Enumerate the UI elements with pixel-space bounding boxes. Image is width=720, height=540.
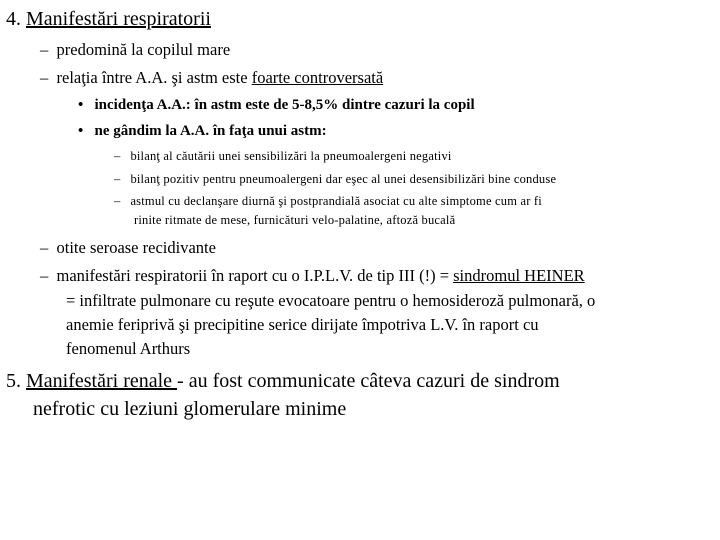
- underlined-phrase: foarte controversată: [251, 68, 384, 87]
- list-item: [40, 40, 230, 60]
- dash-marker: –: [114, 149, 121, 163]
- section-4-number: 4.: [6, 8, 21, 30]
- section-5-continuation: nefrotic cu leziuni glomerulare minime: [33, 398, 347, 420]
- section-4-title: Manifestări respiratorii: [26, 8, 211, 30]
- sub-list-item-continuation: rinite ritmate de mese, furnicături velo-palatine, aftoză bucală: [134, 213, 456, 227]
- sub-list-item: [114, 172, 556, 187]
- list-item-text: relaţia între A.A. şi astm este: [56, 68, 252, 87]
- list-item-continuation: anemie ferіprivă şi precipitine serice dirijate împotriva L.V. în raport cu: [66, 315, 539, 334]
- dash-marker: –: [40, 266, 49, 285]
- bullet-item: [78, 97, 475, 114]
- section-5-number: 5.: [6, 370, 21, 392]
- list-item-text: manifestări respiratorii în raport cu o I.P.L.V. de tip III (!) =: [56, 266, 454, 285]
- section-5-text: - au fost communicate câteva cazuri de sindrom: [177, 370, 560, 392]
- dash-marker: –: [40, 68, 49, 87]
- section-4-heading: [6, 8, 211, 31]
- bullet-marker: •: [78, 123, 84, 139]
- dash-marker: –: [114, 172, 121, 186]
- dash-marker: –: [40, 40, 49, 59]
- sub-list-item-text: bilanţ pozitiv pentru pneumoalergeni dar eşec al unei desensibilizări bine conduse: [130, 172, 557, 186]
- sub-list-item: [114, 194, 542, 209]
- dash-marker: –: [114, 194, 121, 208]
- list-item-text: predomină la copilul mare: [56, 40, 231, 59]
- list-item-continuation: = infiltrate pulmonare cu reşute evocatoare pentru o hemosideroză pulmonară, o: [66, 291, 596, 310]
- list-item: [40, 238, 216, 258]
- list-item: [40, 68, 383, 88]
- bullet-item-text: ne gândim la A.A. în faţa unui astm:: [94, 123, 327, 139]
- section-5-title: Manifestări renale: [26, 370, 178, 392]
- sub-list-item-text: astmul cu declanşare diurnă şi postprandială asociat cu alte simptome cum ar fi: [130, 194, 542, 208]
- list-item-continuation: fenomenul Arthurs: [66, 339, 191, 358]
- sub-list-item: [114, 149, 452, 164]
- list-item: [40, 266, 585, 286]
- bullet-item-text: incidenţa A.A.: în astm este de 5-8,5% dintre cazuri la copil: [94, 97, 475, 113]
- bullet-marker: •: [78, 97, 84, 113]
- underlined-phrase: sindromul HEINER: [453, 266, 585, 285]
- list-item-text: otite seroase recidivante: [56, 238, 216, 257]
- dash-marker: –: [40, 238, 49, 257]
- sub-list-item-text: bilanţ al căutării unei sensibilizări la pneumoalergeni negativi: [130, 149, 452, 163]
- bullet-item: [78, 123, 327, 140]
- section-5-heading: [6, 370, 560, 393]
